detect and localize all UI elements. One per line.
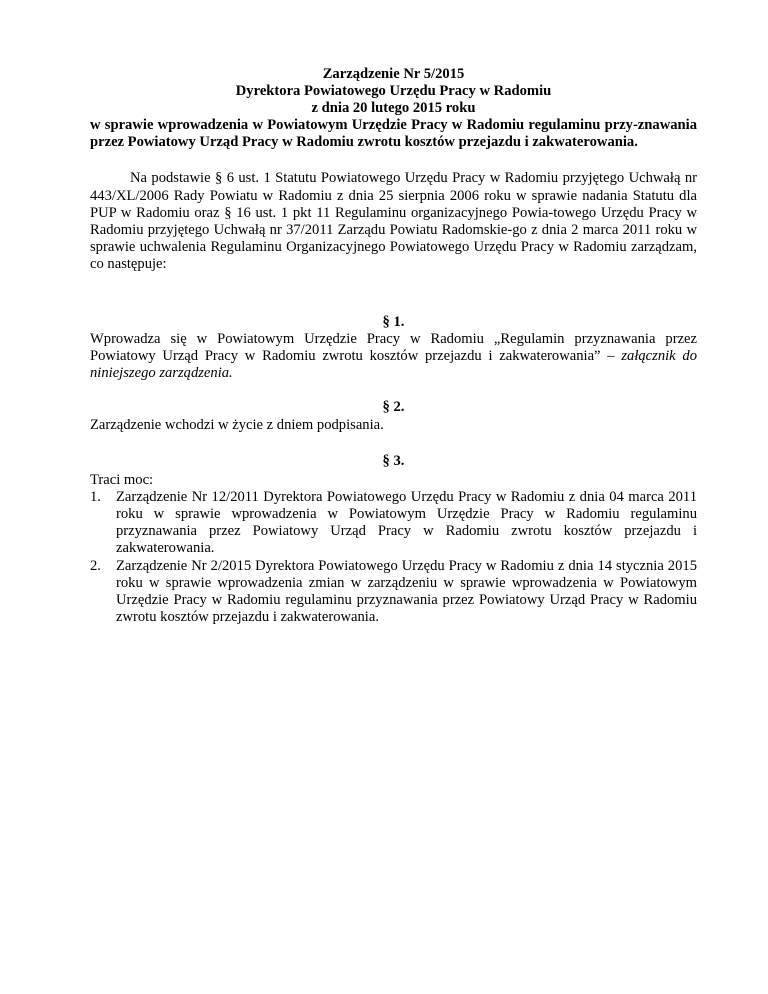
list-item-text: Zarządzenie Nr 2/2015 Dyrektora Powiatowego Urzędu Pracy w Radomiu z dnia 14 stycznia 2015 roku w sprawie wprowadzenia zmian w zarządzeniu w sprawie wprowadzenia w Powiatowym Urzędzie Pracy w Radomiu regulaminu przyznawania przez Powiatowy Urząd Pracy w Radomiu zwrotu kosztów przejazdu i zakwaterowania.: [116, 558, 697, 626]
document-page: [90, 66, 697, 628]
section-3-lead: Traci moc:: [90, 471, 154, 488]
section-2-title: § 2.: [382, 399, 405, 416]
repealed-list: [90, 489, 697, 627]
section-1-title: § 1.: [382, 314, 405, 331]
section-3-title: § 3.: [382, 452, 405, 469]
section-1-text: Wprowadza się w Powiatowym Urzędzie Pracy w Radomiu „Regulamin przyznawania przez Powiatowy Urząd Pracy w Radomiu zwrotu kosztów przejazdu i zakwaterowania” –: [90, 331, 697, 365]
document-subject: w sprawie wprowadzenia w Powiatowym Urzędzie Pracy w Radomiu regulaminu przy-znawania przez Powiatowy Urząd Pracy w Radomiu zwrotu kosztów przejazdu i zakwaterowania.: [90, 117, 697, 151]
list-item-number: 1.: [90, 488, 101, 505]
list-item: [90, 558, 697, 626]
document-issuer: Dyrektora Powiatowego Urzędu Pracy w Radomiu: [235, 83, 552, 100]
list-item-text: Zarządzenie Nr 12/2011 Dyrektora Powiatowego Urzędu Pracy w Radomiu z dnia 04 marca 2011 roku w sprawie wprowadzenia w Powiatowym Urzędzie Pracy w Radomiu regulaminu przyznawania przez Powiatowy Urząd Pracy w Radomiu zwrotu kosztów przejazdu i zakwaterowania.: [116, 488, 697, 557]
list-item-number: 2.: [90, 558, 101, 575]
section-2-text: Zarządzenie wchodzi w życie z dniem podpisania.: [90, 416, 384, 433]
document-title: Zarządzenie Nr 5/2015: [322, 66, 465, 82]
document-date: z dnia 20 lutego 2015 roku: [311, 100, 476, 117]
section-1-body: [90, 331, 697, 382]
section-1-italic-note: załącznik do niniejszego zarządzenia.: [90, 348, 697, 382]
preamble-paragraph: Na podstawie § 6 ust. 1 Statutu Powiatowego Urzędu Pracy w Radomiu przyjętego Uchwałą nr 443/XL/2006 Rady Powiatu w Radomiu z dnia 25 sierpnia 2006 roku w sprawie nadania Statutu dla PUP w Radomiu oraz § 16 ust. 1 pkt 11 Regulaminu organizacyjnego Powia-towego Urzędu Pracy w Radomiu przyjętego Uchwałą nr 37/2011 Zarządu Powiatu Radomskie-go z dnia 2 marca 2011 roku w sprawie uchwalenia Regulaminu Organizacyjnego Powiatowego Urzędu Pracy w Radomiu zarządzam, co następuje:: [90, 170, 697, 272]
list-item: [90, 489, 697, 557]
